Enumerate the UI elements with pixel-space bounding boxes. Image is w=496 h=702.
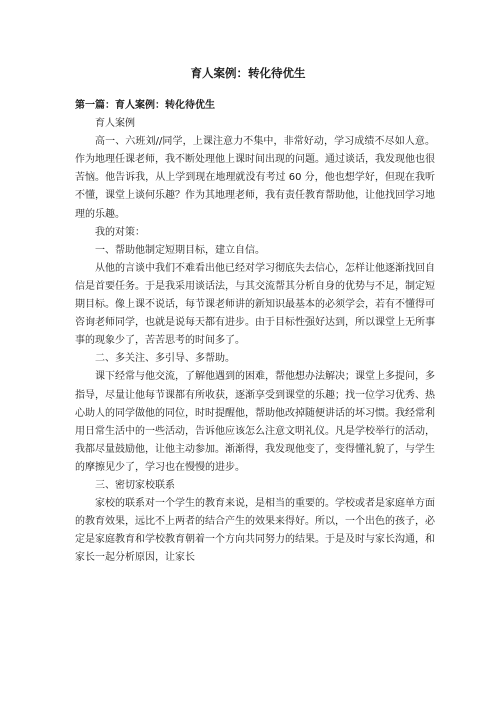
document-title: 育人案例：转化待优生: [190, 66, 306, 80]
paragraph: 课下经常与他交流，了解他遇到的困难，帮他想办法解决；课堂上多提问，多指导，尽量让他每节课都有所收获，逐渐享受到课堂的乐趣；找一位学习优秀、热心助人的同学做他的同位，时时提醒他，帮助他改掉随便讲话的坏习惯。我经常利用日常生活中的一些活动，告诉他应该怎么注意文明礼仪。凡是学校举行的活动，我都尽量鼓励他，让他主动参加。渐渐得，我发现他变了，变得懂礼貌了，与学生的摩擦见少了，学习也在慢慢的进步。: [75, 371, 435, 473]
subheading: 三、密切家校联系: [95, 479, 175, 491]
paragraph: 从他的言谈中我们不难看出他已经对学习彻底失去信心，怎样让他逐渐找回自信是首要任务。于是我采用谈话法，与其交流帮其分析自身的优势与不足，制定短期目标。像上课不说话，每节课老师讲的新知识最基本的必须学会，若有不懂得可咨询老师同学，也就是说每天都有进步。由于目标性强好达到，所以课堂上无所事事的现象少了，苦苦思考的时间多了。: [75, 262, 435, 347]
subheading: 二、多关注、多引导、多帮助。: [95, 353, 235, 365]
subheading: 一、帮助他制定短期目标，建立自信。: [95, 244, 265, 256]
section-heading: 第一篇：育人案例：转化待优生: [75, 100, 215, 111]
paragraph: 育人案例: [95, 118, 135, 130]
document-body: [75, 97, 435, 567]
paragraph: 我的对策：: [95, 226, 145, 238]
paragraph: 高一、六班刘//同学，上课注意力不集中，非常好动，学习成绩不尽如人意。作为地理任课老师，我不断处理他上课时间出现的问题。通过谈话，我发现他也很苦恼。他告诉我，从上学到现在地理就没有考过 60 分，他也想学好，但现在我听不懂，课堂上谈何乐趣？作为其地理老师，我有责任教育帮助他，让他找回学习地理的乐趣。: [75, 136, 435, 220]
paragraph: 家校的联系对一个学生的教育来说，是相当的重要的。学校或者是家庭单方面的教育效果，远比不上两者的结合产生的效果来得好。所以，一个出色的孩子，必定是家庭教育和学校教育朝着一个方向共同努力的结果。于是及时与家长沟通，和家长一起分析原因，让家长: [75, 498, 435, 564]
